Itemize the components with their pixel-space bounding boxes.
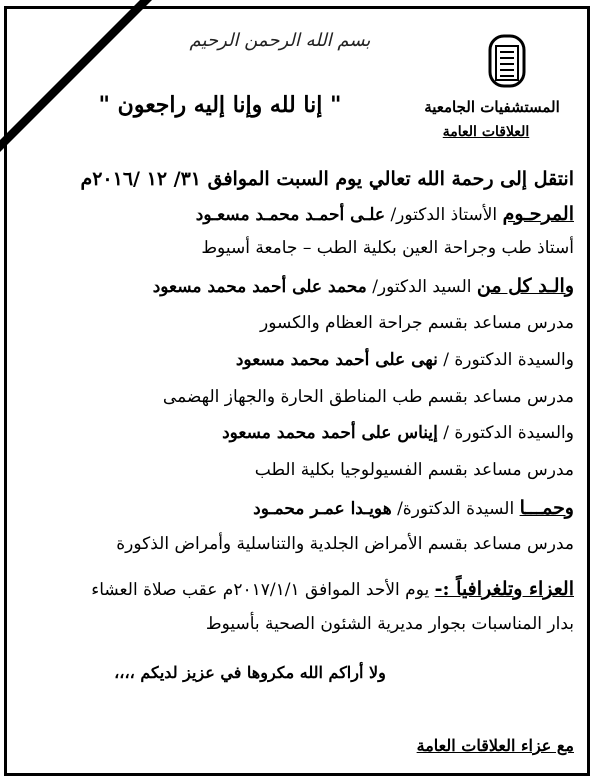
department-name: العلاقات العامة	[442, 124, 530, 140]
in-law-line	[34, 497, 574, 519]
hospital-logo	[440, 18, 555, 98]
deceased-title: الأستاذ الدكتور/	[390, 205, 498, 225]
deceased-label: المرحـوم	[502, 203, 574, 225]
child-1-title: السيد الدكتور/	[372, 277, 472, 297]
signature: مع عزاء العلاقات العامة	[416, 736, 574, 755]
child-3-line	[34, 423, 574, 443]
child-2-line	[34, 350, 574, 370]
child-1-position: مدرس مساعد بقسم جراحة العظام والكسور	[260, 313, 574, 333]
in-law-name: هويـدا عمـر محمـود	[253, 499, 392, 519]
organization-name: المستشفيات الجامعية	[424, 98, 560, 116]
child-1-line	[34, 275, 574, 297]
child-2-name: نهى على أحمد محمد مسعود	[235, 350, 438, 370]
father-of-label: والـد كل من	[476, 275, 574, 297]
in-law-label: وحمـــا	[519, 497, 574, 519]
deceased-name: علـى أحمـد محمـد مسعـود	[195, 205, 386, 225]
closing-prayer: ولا أراكم الله مكروها في عزيز لديكم ،،،،	[114, 663, 386, 682]
child-2-title: والسيدة الدكتورة /	[443, 350, 574, 370]
child-3-position: مدرس مساعد بقسم الفسيولوجيا بكلية الطب	[254, 460, 574, 480]
condolence-venue: بدار المناسبات بجوار مديرية الشئون الصحية بأسيوط	[205, 614, 574, 634]
deceased-position: أستاذ طب وجراحة العين بكلية الطب – جامعة أسيوط	[201, 238, 574, 258]
deceased-line	[34, 203, 574, 225]
child-2-position: مدرس مساعد بقسم طب المناطق الحارة والجهاز الهضمى	[162, 387, 574, 407]
in-law-position: مدرس مساعد بقسم الأمراض الجلدية والتناسلية وأمراض الذكورة	[116, 534, 574, 554]
quran-verse: " إنا لله وإنا إليه راجعون "	[98, 92, 342, 118]
condolence-label: العزاء وتلغرافياً :-	[434, 578, 574, 600]
in-law-title: السيدة الدكتورة/	[397, 499, 515, 519]
child-1-name: محمد على أحمد محمد مسعود	[152, 277, 367, 297]
child-3-title: والسيدة الدكتورة /	[443, 423, 574, 443]
child-3-name: إيناس على أحمد محمد مسعود	[222, 423, 438, 443]
condolence-when: يوم الأحد الموافق ٢٠١٧/١/١م عقب صلاة العشاء	[91, 580, 430, 600]
basmala: بسم الله الرحمن الرحيم	[189, 30, 371, 51]
opening-line: انتقل إلى رحمة الله تعالي يوم السبت الموافق ٣١/ ١٢ /٢٠١٦م	[80, 168, 574, 190]
condolence-time-line	[34, 578, 574, 600]
